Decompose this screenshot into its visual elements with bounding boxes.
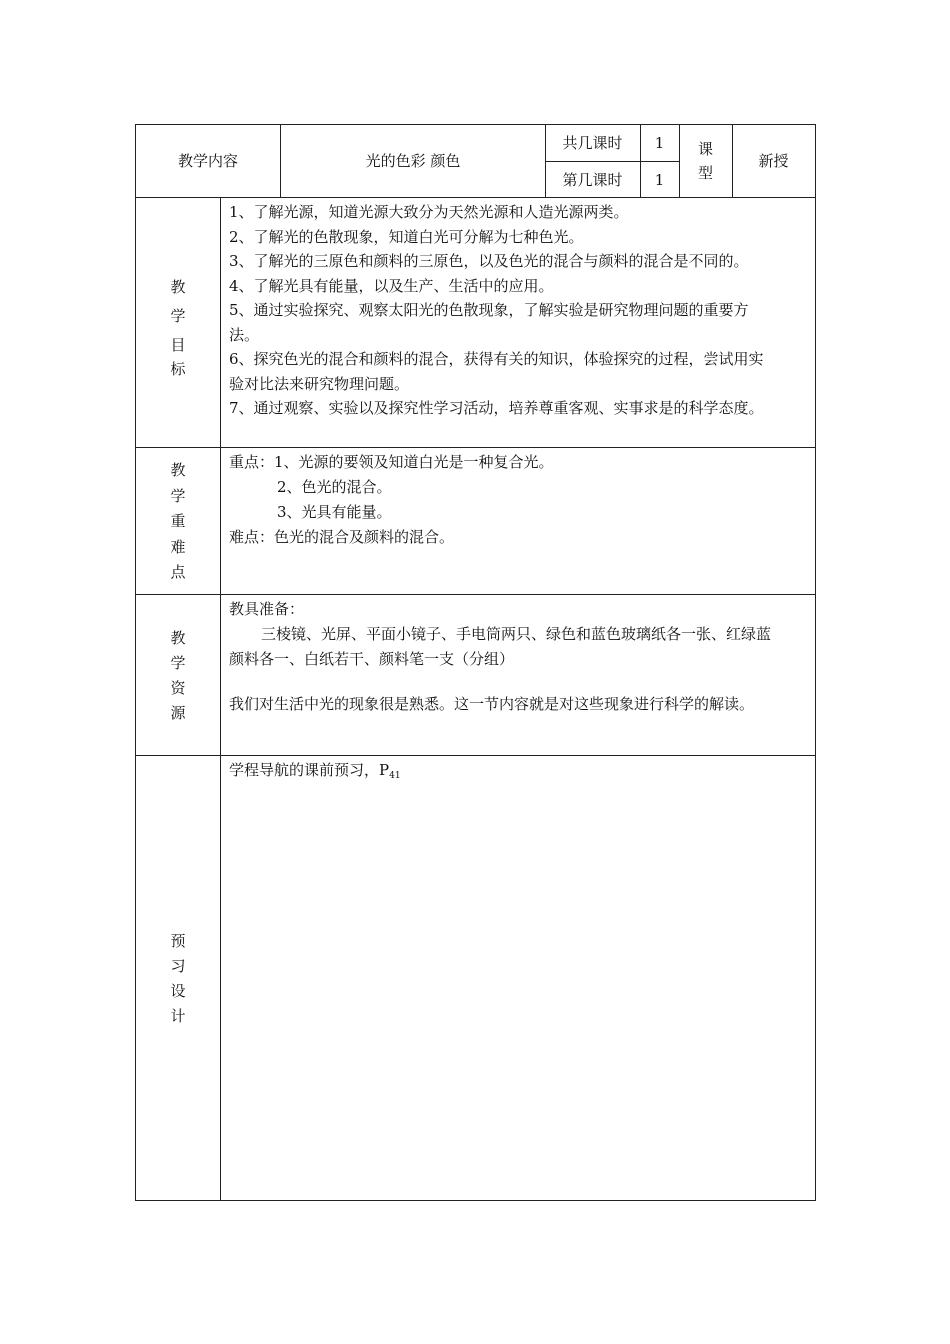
row-divider-header <box>135 197 816 198</box>
lesson-title: 光的色彩 颜色 <box>365 152 461 170</box>
total-hours-value: 1 <box>654 134 665 152</box>
preview-label-char: 习 <box>170 957 186 975</box>
objective-line: 3、了解光的三原色和颜料的三原色，以及色光的混合与颜料的混合是不同的。 <box>229 252 749 270</box>
preview-label-char: 设 <box>170 982 186 1000</box>
objective-line: 2、了解光的色散现象，知道白光可分解为七种色光。 <box>229 227 584 246</box>
key-points-label <box>135 458 221 586</box>
resources-label-char: 学 <box>170 654 186 672</box>
objective-line: 法。 <box>229 325 260 344</box>
key-point-line: 重点：1、光源的要领及知道白光是一种复合光。 <box>229 453 554 471</box>
header-mid-divider <box>545 161 679 162</box>
key-points-label-char: 点 <box>170 563 186 581</box>
preview-page-subscript: 41 <box>389 771 401 781</box>
key-points-content <box>229 450 811 550</box>
objectives-content <box>229 200 811 421</box>
resources-label-char: 源 <box>170 704 186 722</box>
content-label: 教学内容 <box>177 152 238 170</box>
difficulty-line: 难点：色光的混合及颜料的混合。 <box>229 528 455 546</box>
resources-line: 我们对生活中光的现象很是熟悉。这一节内容就是对这些现象进行科学的解读。 <box>229 695 755 713</box>
preview-label-char: 计 <box>170 1007 186 1025</box>
objectives-label-char: 教 <box>170 278 186 296</box>
objective-line: 5、通过实验探究、观察太阳光的色散现象，了解实验是研究物理问题的重要方 <box>229 301 749 319</box>
table-border-right <box>815 124 816 1201</box>
key-points-label-char: 难 <box>170 537 186 556</box>
objective-line: 6、探究色光的混合和颜料的混合，获得有关的知识，体验探究的过程，尝试用实 <box>229 350 764 368</box>
row-divider-keypoints <box>135 594 816 595</box>
table-border-bottom <box>135 1200 816 1201</box>
objectives-label <box>135 275 221 381</box>
objective-line: 验对比法来研究物理问题。 <box>229 374 410 393</box>
objectives-label-char: 标 <box>170 360 186 378</box>
resources-line: 三棱镜、光屏、平面小镜子、手电筒两只、绿色和蓝色玻璃纸各一张、红绿蓝 <box>261 625 772 643</box>
lesson-type-value: 新授 <box>758 152 789 170</box>
preview-line <box>229 758 811 789</box>
resources-line: 教具准备： <box>229 600 305 618</box>
key-points-label-char: 教 <box>170 461 186 479</box>
resources-label-char: 资 <box>170 679 186 697</box>
resources-label-char: 教 <box>170 629 186 647</box>
lesson-type-label-1: 课 <box>697 140 713 158</box>
preview-label-char: 预 <box>170 932 186 950</box>
lesson-type-label-2: 型 <box>697 164 713 182</box>
objective-line: 1、了解光源，知道光源大致分为天然光源和人造光源两类。 <box>229 203 629 221</box>
key-points-label-char: 重 <box>170 512 186 530</box>
preview-text: 学程导航的课前预习，P <box>229 761 390 779</box>
resources-line: 颜料各一、白纸若干、颜料笔一支（分组） <box>229 650 515 668</box>
current-hour-value: 1 <box>654 171 665 189</box>
total-hours-label: 共几课时 <box>562 134 623 152</box>
table-border-top <box>135 124 816 125</box>
key-point-line: 2、色光的混合。 <box>277 478 392 496</box>
header-divider-4 <box>679 124 680 198</box>
key-points-label-char: 学 <box>170 486 186 505</box>
row-divider-resources <box>135 755 816 756</box>
row-divider-objectives <box>135 447 816 448</box>
objective-line: 7、通过观察、实验以及探究性学习活动，培养尊重客观、实事求是的科学态度。 <box>229 399 764 417</box>
preview-content <box>229 758 811 789</box>
preview-label <box>135 929 221 1029</box>
current-hour-label: 第几课时 <box>562 171 623 189</box>
objectives-label-char: 学 <box>170 307 186 325</box>
key-point-line: 3、光具有能量。 <box>277 503 392 521</box>
resources-label <box>135 626 221 726</box>
objective-line: 4、了解光具有能量，以及生产、生活中的应用。 <box>229 276 554 295</box>
resources-content <box>229 597 811 717</box>
objectives-label-char: 目 <box>170 336 186 354</box>
